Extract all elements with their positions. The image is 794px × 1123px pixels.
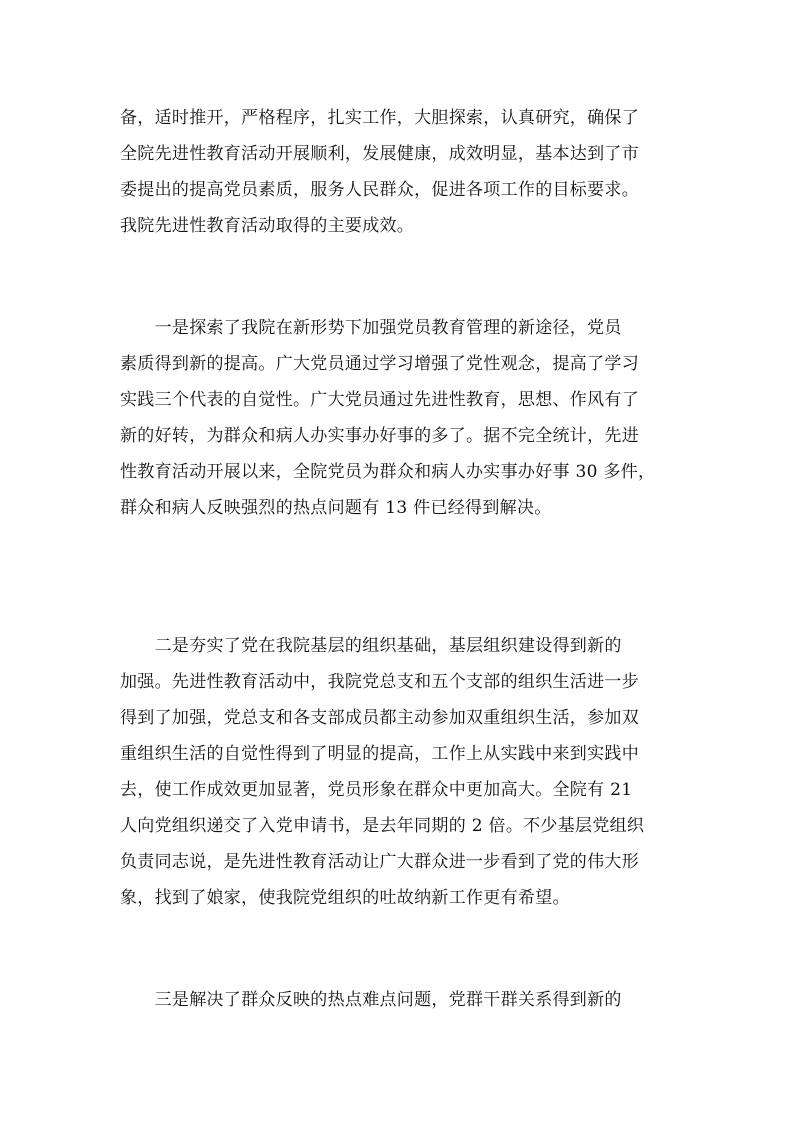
text-line: 素质得到新的提高。广大党员通过学习增强了党性观念，提高了学习	[120, 354, 639, 374]
text-line: 群众和病人反映强烈的热点问题有 13 件已经得到解决。	[120, 498, 552, 518]
text-line: 二是夯实了党在我院基层的组织基础，基层组织建设得到新的	[120, 636, 622, 656]
paragraph-point-three	[120, 982, 680, 1018]
text-line: 全院先进性教育活动开展顺利，发展健康，成效明显，基本达到了市	[120, 144, 639, 164]
text-line: 人向党组织递交了入党申请书，是去年同期的 2 倍。不少基层党组织	[120, 816, 645, 836]
text-line: 得到了加强，党总支和各支部成员都主动参加双重组织生活，参加双	[120, 708, 639, 728]
text-line: 实践三个代表的自觉性。广大党员通过先进性教育，思想、作风有了	[120, 390, 639, 410]
text-line: 一是探索了我院在新形势下加强党员教育管理的新途径，党员	[120, 318, 622, 338]
text-line: 负责同志说，是先进性教育活动让广大群众进一步看到了党的伟大形	[120, 852, 639, 872]
text-line: 我院先进性教育活动取得的主要成效。	[120, 216, 415, 236]
paragraph-intro	[120, 100, 680, 244]
text-line: 性教育活动开展以来，全院党员为群众和病人办实事办好事 30 多件，	[120, 462, 656, 482]
paragraph-point-one	[120, 310, 680, 526]
text-line: 三是解决了群众反映的热点难点问题，党群干群关系得到新的	[120, 990, 622, 1010]
text-line: 重组织生活的自觉性得到了明显的提高，工作上从实践中来到实践中	[120, 744, 639, 764]
paragraph-point-two	[120, 628, 680, 916]
text-line: 象，找到了娘家，使我院党组织的吐故纳新工作更有希望。	[120, 888, 570, 908]
text-line: 去，使工作成效更加显著，党员形象在群众中更加高大。全院有 21	[120, 780, 633, 800]
text-line: 委提出的提高党员素质，服务人民群众，促进各项工作的目标要求。	[120, 180, 639, 200]
text-line: 新的好转，为群众和病人办实事办好事的多了。据不完全统计，先进	[120, 426, 639, 446]
text-line: 备，适时推开，严格程序，扎实工作，大胆探索，认真研究，确保了	[120, 108, 639, 128]
text-line: 加强。先进性教育活动中，我院党总支和五个支部的组织生活进一步	[120, 672, 639, 692]
